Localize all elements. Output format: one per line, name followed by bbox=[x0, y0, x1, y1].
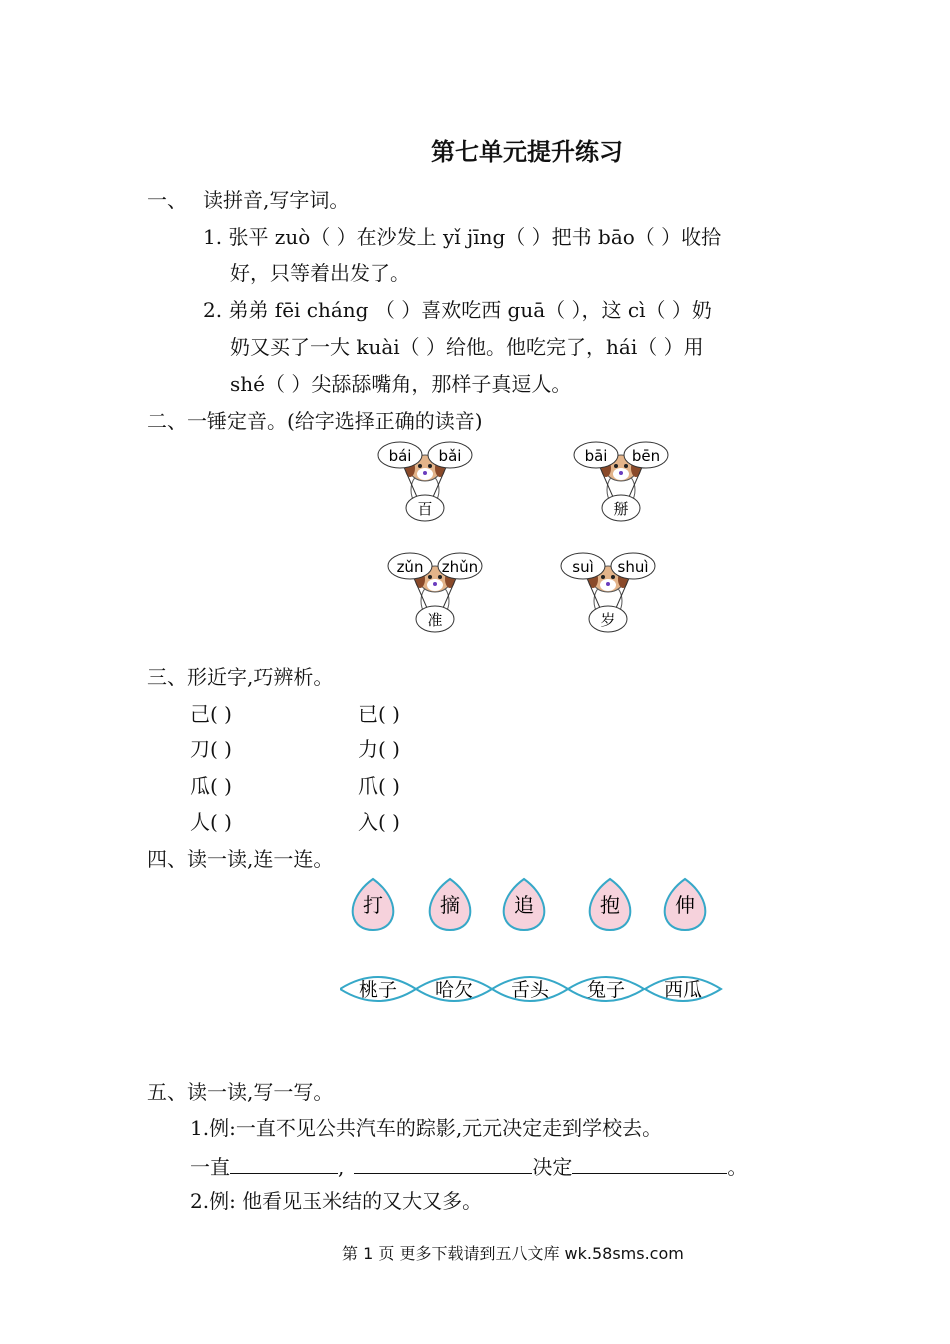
verb-text: 打 bbox=[363, 893, 383, 917]
s1-q1-line1: 1. 张平 zuò（ ）在沙发上 yǐ jīng（ ）把书 bāo（ ）收拾 bbox=[203, 225, 722, 249]
pinyin-left: bāi bbox=[584, 447, 608, 465]
fill-period: 。 bbox=[727, 1155, 748, 1179]
section-1-number: 一、 bbox=[147, 188, 187, 212]
s3-row2-b: 力( ) bbox=[358, 737, 400, 761]
pinyin-group-3 bbox=[388, 553, 482, 632]
character: 掰 bbox=[613, 500, 629, 518]
section-4-heading: 四、读一读,连一连。 bbox=[147, 847, 334, 871]
character: 岁 bbox=[600, 611, 616, 629]
pinyin-right: shuì bbox=[617, 558, 649, 576]
s5-example-1: 1.例:一直不见公共汽车的踪影,元元决定走到学校去。 bbox=[190, 1116, 663, 1140]
noun-text: 桃子 bbox=[358, 979, 398, 1001]
s3-row4-a: 人( ) bbox=[190, 810, 232, 834]
verb-text: 伸 bbox=[675, 893, 695, 917]
pinyin-right: bǎi bbox=[438, 447, 462, 465]
verb-text: 摘 bbox=[440, 893, 460, 917]
character: 准 bbox=[427, 611, 443, 629]
s3-row1-a: 己( ) bbox=[190, 702, 232, 726]
section-3-heading: 三、形近字,巧辨析。 bbox=[147, 665, 334, 689]
pinyin-right: bēn bbox=[631, 447, 661, 465]
noun-leaf-5 bbox=[645, 977, 721, 1001]
verb-drop-4 bbox=[590, 879, 631, 930]
noun-text: 兔子 bbox=[586, 979, 626, 1001]
s3-row2-a: 刀( ) bbox=[190, 737, 232, 761]
s5-example-2: 2.例: 他看见玉米结的又大又多。 bbox=[190, 1189, 483, 1213]
pinyin-figures bbox=[360, 435, 720, 645]
s3-row3-a: 瓜( ) bbox=[190, 774, 232, 798]
s1-q2-line1: 2. 弟弟 fēi cháng （ ）喜欢吃西 guā（ ），这 cì（ ）奶 bbox=[203, 298, 712, 322]
pinyin-right: zhǔn bbox=[441, 558, 479, 576]
verb-text: 抱 bbox=[600, 893, 620, 917]
s1-q2-line3: shé（ ）尖舔舔嘴角，那样子真逗人。 bbox=[230, 372, 572, 396]
pinyin-left: zǔn bbox=[396, 558, 424, 576]
verb-drop-1 bbox=[353, 879, 394, 930]
noun-text: 舌头 bbox=[510, 979, 550, 1001]
fill-comma: , bbox=[338, 1155, 345, 1179]
verb-drop-3 bbox=[504, 879, 545, 930]
blank-1[interactable] bbox=[230, 1155, 338, 1174]
s3-row4-b: 入( ) bbox=[358, 810, 400, 834]
s3-row1-b: 已( ) bbox=[358, 702, 400, 726]
section-1-heading: 读拼音,写字词。 bbox=[203, 188, 350, 212]
matching-figure bbox=[340, 875, 730, 1015]
noun-leaf-2 bbox=[416, 977, 492, 1001]
s1-q2-line2: 奶又买了一大 kuài（ ）给他。他吃完了，hái（ ）用 bbox=[230, 335, 704, 359]
s5-fill-line bbox=[190, 1155, 747, 1177]
fill-decide: 决定 bbox=[532, 1155, 573, 1179]
verb-drop-2 bbox=[430, 879, 471, 930]
pinyin-left: suì bbox=[572, 558, 594, 576]
page-footer: 第 1 页 更多下载请到五八文库 wk.58sms.com bbox=[342, 1244, 684, 1263]
pinyin-group-2 bbox=[574, 442, 668, 521]
verb-text: 追 bbox=[514, 893, 534, 917]
noun-leaf-4 bbox=[568, 977, 644, 1001]
noun-leaf-1 bbox=[340, 977, 416, 1001]
verb-drop-5 bbox=[665, 879, 706, 930]
section-5-heading: 五、读一读,写一写。 bbox=[147, 1080, 334, 1104]
pinyin-left: bái bbox=[388, 447, 412, 465]
fill-prefix: 一直 bbox=[190, 1155, 230, 1179]
s1-q1-line2: 好，只等着出发了。 bbox=[230, 261, 410, 285]
noun-leaf-3 bbox=[492, 977, 568, 1001]
section-2-heading: 二、一锤定音。(给字选择正确的读音) bbox=[147, 409, 483, 433]
noun-text: 哈欠 bbox=[434, 979, 474, 1001]
pinyin-group-1 bbox=[378, 442, 472, 521]
pinyin-group-4 bbox=[561, 553, 655, 632]
page-title: 第七单元提升练习 bbox=[431, 137, 623, 166]
blank-3[interactable] bbox=[572, 1155, 727, 1174]
blank-2[interactable] bbox=[354, 1155, 532, 1174]
noun-text: 西瓜 bbox=[663, 979, 703, 1001]
character: 百 bbox=[417, 500, 433, 518]
s3-row3-b: 爪( ) bbox=[358, 774, 400, 798]
